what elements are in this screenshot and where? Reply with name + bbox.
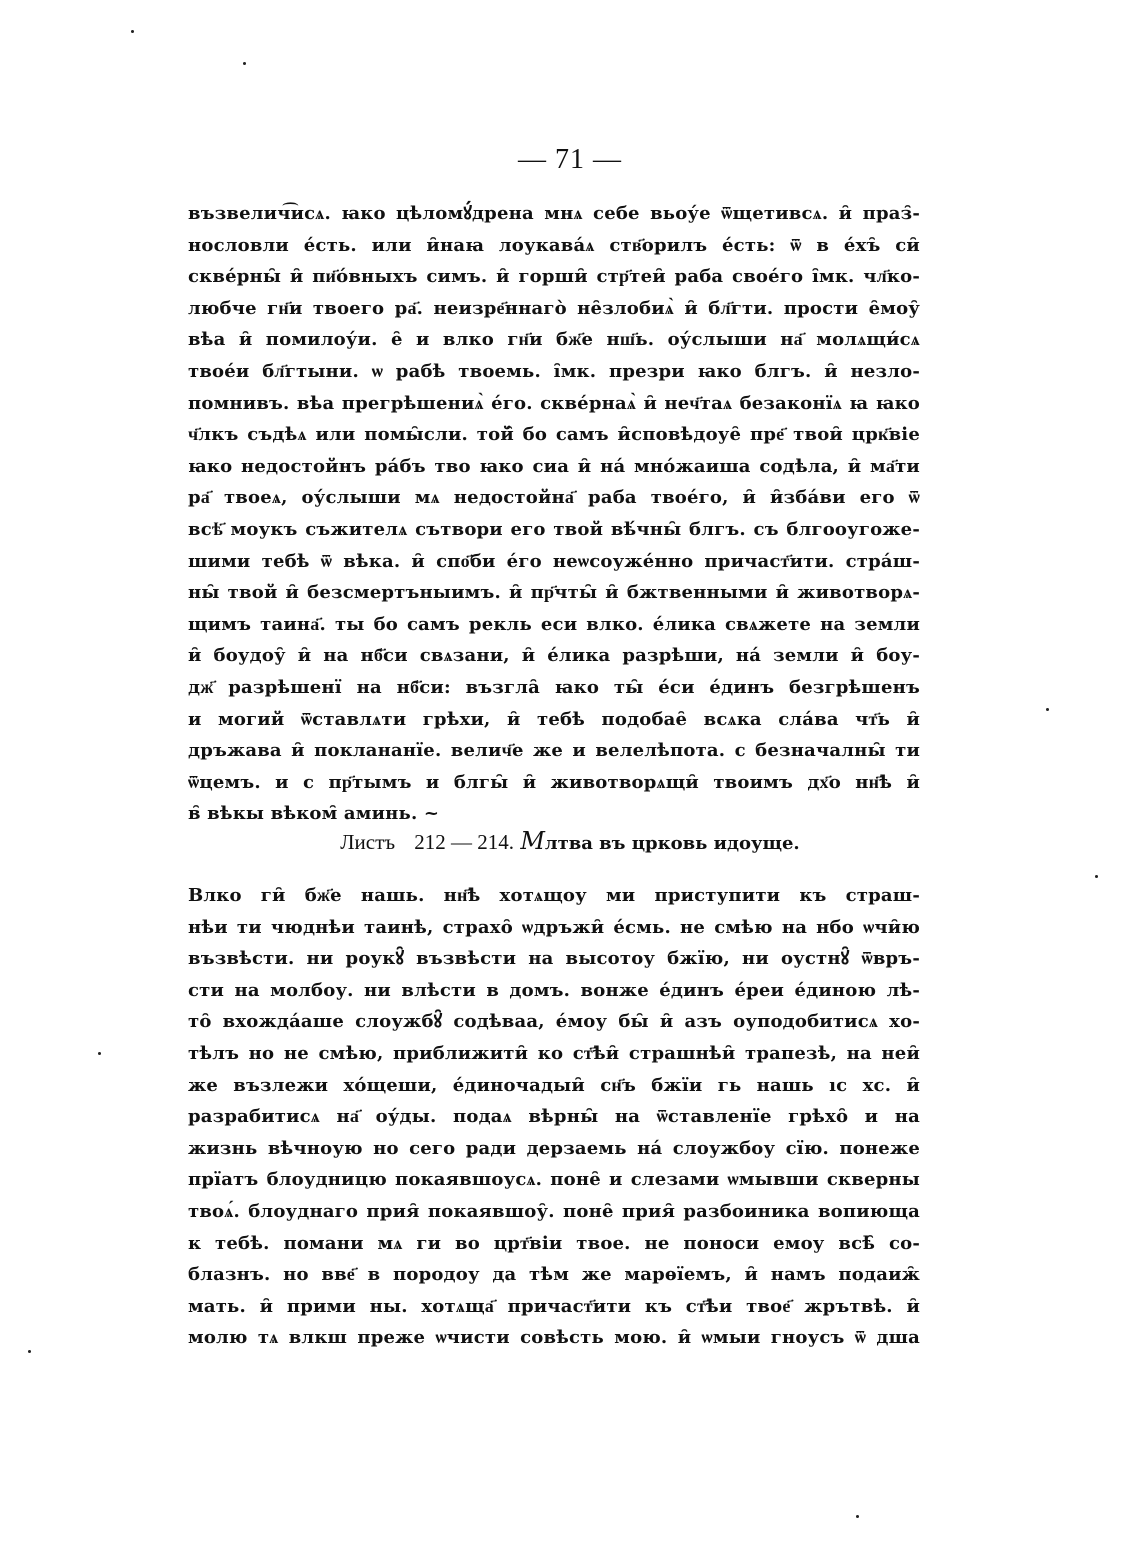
scan-speck (98, 1052, 101, 1055)
text-line: тѣлъ но не смѣю, приближити̑ ко ст҃ѣи̑ страшнѣи̑ трапезѣ, на неи̑ (188, 1042, 920, 1064)
text-line: прїатъ блоудницю покаявшоусѧ. поне̑ и слезами ѡмывши скверны (188, 1169, 920, 1191)
heading-reference: 212 — 214. (414, 830, 514, 854)
text-line: шими тебѣ ѿ вѣка. и̑ спо҃би е́го неѡсоуже́нно причаст҃ити. стра́ш- (188, 550, 920, 572)
text-line: и могий ѿставлѧти грѣхи, и̑ тебѣ подобае̑ всѧка сла́ва чт҃ь и̑ (188, 708, 920, 730)
text-line: блазнъ. но вве҃ в породоу да тѣм же марѳїемъ, и̑ намъ подаиж̑ (188, 1264, 920, 1286)
text-line: възвѣсти. ни роукꙋ̑ възвѣсти на высотоу бжїю, ни оустнꙋ̑ ѿвръ- (188, 948, 920, 970)
page-number: — 71 — (518, 144, 622, 175)
text-line: в̑ вѣкы вѣком̑ аминь. ~ (188, 803, 440, 825)
text-line: то̑ вхожда́аше слоужбꙋ̑ содѣваа, е́моу бы̑ и̑ азъ оуподобитисѧ хо- (188, 1011, 920, 1033)
text-line: любче гн҃и твоего ра҃. неизре҃ннаго̀ не̑злобиѧ̀ и̑ бл҃гти. прости е̑моу̑ (188, 297, 920, 319)
text-line: възвелич͡исѧ. ꙗко цѣломꙋ́дрена мнѧ себе вьоу́е ѿщетивсѧ. и̑ праз̑- (188, 203, 920, 224)
section-heading (0, 826, 1140, 859)
scan-speck (1046, 708, 1049, 711)
text-line: жизнь вѣчноую но сего ради дерзаемь на́ слоужбоу сїю. понеже (188, 1137, 920, 1159)
text-line: ра҃ твоеѧ, оу́слыши мѧ недостойна҃ раба твое́го, и̑ и̑зба́ви его ѿ (188, 487, 920, 509)
text-line: всѣ҃ моукъ съжителѧ сътвори его твой вѣ́чны̑ блгъ. съ блгооугоже- (188, 518, 920, 540)
text-line: разрабитисѧ на҃ оу́ды. подаѧ вѣрны̑ на ѿставленїе грѣхо̑ и на (188, 1106, 920, 1128)
scan-speck (28, 1350, 31, 1353)
heading-slavonic-initial: М (520, 827, 545, 855)
text-line: щимъ таина҃. ты бо самъ рекль еси влко. е́лика свѧжете на земли (188, 613, 920, 635)
text-line: твое́и бл҃гтыни. ѡ рабѣ твоемь. ı̑мк. презри ꙗко блгъ. и̑ незло- (188, 360, 920, 382)
scan-speck (243, 62, 246, 65)
text-line: помнивъ. вѣа прегрѣшениѧ̀ е́го. скве́рнаѧ̀ и̑ неч҃таѧ безаконїѧ ꙗ ꙗко (188, 392, 920, 414)
scan-speck (131, 30, 134, 33)
text-line: дръжава и̑ поклананїе. велич҃е же и велелѣпота. с безначалны̑ ти (188, 740, 920, 762)
text-line: ч҃лкъ съдѣѧ или помы̑сли. той̑ бо самъ и̑сповѣдоуе̑ пре҃ твои̑ црк҃віе (188, 424, 920, 446)
text-line: же възлежи хо́щеши, е́диночадыи̑ сн҃ъ бжїи гь нашь ıс хс. и̑ (188, 1074, 920, 1096)
text-line: вѣа и̑ помилоу́и. е̑ и влко гн҃и бж҃е нш҃ь. оу́слыши на҃ молѧщи́сѧ (188, 329, 920, 351)
text-line: нѣи ти чюднѣи таинѣ, страхо̑ ѡдръжи̑ е́смь. не смѣю на нбо ѡчи̑ю (188, 916, 920, 938)
heading-label: Листъ (340, 830, 396, 854)
text-line: и̑ боудоу̑ и̑ на нб҃си свѧзани, и̑ е́лика разрѣши, на́ земли и̑ боу- (188, 645, 920, 667)
text-line: Влко ги̑ бж҃е нашь. нн҃ѣ хотѧщоу ми приступити къ страш- (188, 885, 920, 906)
text-line: к тебѣ. помани мѧ ги во црт҃віи твое. не поноси емоу всѣ̑ со- (188, 1232, 920, 1254)
text-line: ѿцемъ. и с пр҃тымъ и блгы̑ и̑ животворѧщи̑ твоимъ дх҃о нн҃ѣ и̑ (188, 771, 920, 793)
text-line: нословли е́сть. или и̑наꙗ лоукава́ѧ ств҃орилъ е́сть: ѿ в е́хъ̑ си̑ (188, 234, 920, 256)
scan-speck (856, 1515, 859, 1518)
text-line: мать. и̑ прими ны. хотѧща҃ причаст҃ити къ ст҃ѣи твое҃ жрътвѣ. и̑ (188, 1295, 920, 1317)
text-line: скве́рны̑ и̑ пи҃о́вныхъ симъ. и̑ горши̑ стр҃теи̑ раба свое́го ı̑мк. чл҃ко- (188, 266, 920, 288)
text-line: ꙗко недостойнъ ра́бъ тво ꙗко сиа и̑ на́ мно́жаиша содѣла, и̑ ма҃ти (188, 455, 920, 477)
text-line: сти на молбоу. ни влѣсти в домъ. вонже е́динъ е́реи е́диною лѣ- (188, 979, 920, 1001)
text-line: твоѧ́. блоуднаго прия̑ покаявшоу̑. поне̑ прия̑ разбоиника вопиюща (188, 1200, 920, 1222)
prayer-text-paragraph-2 (188, 880, 920, 1354)
scan-speck (1095, 875, 1098, 878)
heading-slavonic-title: лтва въ црковь идоуще. (544, 833, 800, 854)
prayer-text-paragraph-1 (188, 198, 920, 830)
text-line: молю тѧ влкш преже ѡчисти совѣсть мою. и̑ ѡмыи гноусъ ѿ дша (188, 1327, 920, 1349)
text-line: ны̑ твой и̑ безсмертъныимъ. и̑ пр҃чты̑ и̑ бжтвенными и̑ животворѧ- (188, 582, 920, 604)
text-line: дж҃ разрѣшенї на нб҃си: възгла̑ ꙗко ты̑ е́си е́динъ безгрѣшенъ (188, 676, 920, 698)
